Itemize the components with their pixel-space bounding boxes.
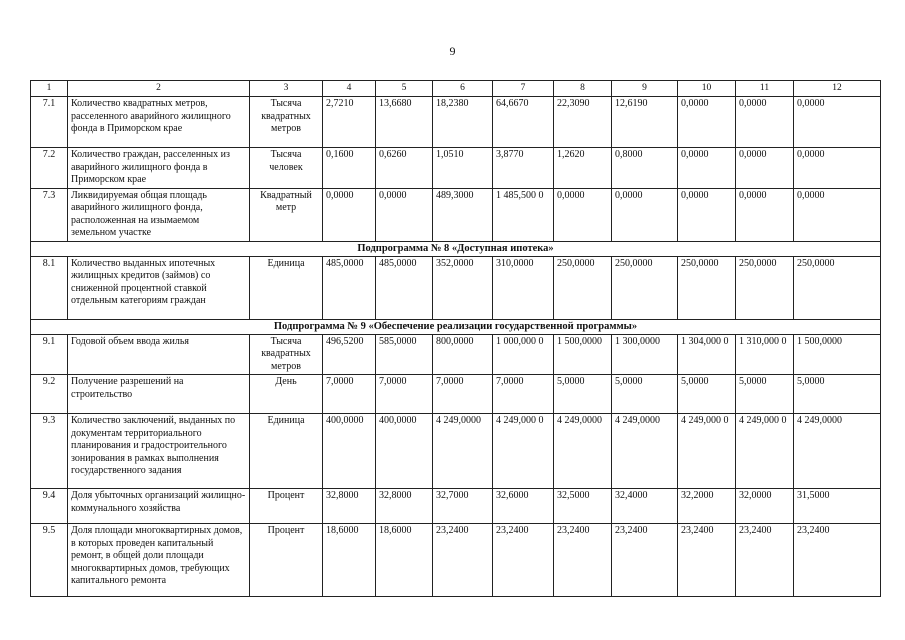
indicator-name: Ликвидируемая общая площадь аварийного жилищного фонда, расположенная на изымаемом земельном участке [68, 188, 250, 241]
value-cell: 23,2400 [433, 524, 493, 597]
indicator-name: Доля убыточных организаций жилищно-коммунального хозяйства [68, 489, 250, 524]
value-cell: 18,6000 [323, 524, 376, 597]
indicator-name: Количество выданных ипотечных жилищных кредитов (займов) со сниженной процентной ставкой отдельным категориям граждан [68, 256, 250, 319]
value-cell: 0,6260 [376, 148, 433, 189]
section-row [31, 319, 881, 334]
value-cell: 0,1600 [323, 148, 376, 189]
header-cell: 4 [323, 81, 376, 97]
indicators-table [30, 80, 881, 597]
row-number: 9.4 [31, 489, 68, 524]
value-cell: 7,0000 [323, 375, 376, 414]
table-row [31, 97, 881, 148]
value-cell: 5,0000 [736, 375, 794, 414]
value-cell: 1,2620 [554, 148, 612, 189]
unit: Тысяча квадратных метров [250, 97, 323, 148]
value-cell: 0,0000 [678, 148, 736, 189]
value-cell: 3,8770 [493, 148, 554, 189]
header-cell: 9 [612, 81, 678, 97]
value-cell: 0,0000 [736, 148, 794, 189]
unit: День [250, 375, 323, 414]
row-number: 7.3 [31, 188, 68, 241]
indicator-name: Годовой объем ввода жилья [68, 334, 250, 375]
value-cell: 1,0510 [433, 148, 493, 189]
value-cell: 1 485,500 0 [493, 188, 554, 241]
value-cell: 7,0000 [376, 375, 433, 414]
value-cell: 23,2400 [678, 524, 736, 597]
value-cell: 485,0000 [323, 256, 376, 319]
value-cell: 250,0000 [612, 256, 678, 319]
value-cell: 0,8000 [612, 148, 678, 189]
table-row [31, 256, 881, 319]
value-cell: 1 000,000 0 [493, 334, 554, 375]
value-cell: 310,0000 [493, 256, 554, 319]
section-title: Подпрограмма № 9 «Обеспечение реализации государственной программы» [31, 319, 881, 334]
table-row [31, 489, 881, 524]
value-cell: 4 249,0000 [612, 414, 678, 489]
value-cell: 13,6680 [376, 97, 433, 148]
value-cell: 496,5200 [323, 334, 376, 375]
value-cell: 400,0000 [323, 414, 376, 489]
value-cell: 32,7000 [433, 489, 493, 524]
value-cell: 1 304,000 0 [678, 334, 736, 375]
value-cell: 1 500,0000 [794, 334, 881, 375]
indicator-name: Доля площади многоквартирных домов, в которых проведен капитальный ремонт, в общей доли площади многоквартирных домов, требующих капитального ремонта [68, 524, 250, 597]
value-cell: 18,6000 [376, 524, 433, 597]
header-cell: 2 [68, 81, 250, 97]
value-cell: 4 249,000 0 [736, 414, 794, 489]
value-cell: 400,0000 [376, 414, 433, 489]
header-cell: 11 [736, 81, 794, 97]
header-cell: 6 [433, 81, 493, 97]
indicator-name: Количество квадратных метров, расселенного аварийного жилищного фонда в Приморском крае [68, 97, 250, 148]
row-number: 9.2 [31, 375, 68, 414]
header-cell: 1 [31, 81, 68, 97]
table-header-row [31, 81, 881, 97]
value-cell: 4 249,0000 [433, 414, 493, 489]
value-cell: 23,2400 [736, 524, 794, 597]
value-cell: 32,8000 [323, 489, 376, 524]
row-number: 9.3 [31, 414, 68, 489]
value-cell: 7,0000 [493, 375, 554, 414]
value-cell: 7,0000 [433, 375, 493, 414]
section-row [31, 241, 881, 256]
header-cell: 5 [376, 81, 433, 97]
row-number: 7.2 [31, 148, 68, 189]
value-cell: 0,0000 [678, 188, 736, 241]
value-cell: 32,6000 [493, 489, 554, 524]
value-cell: 0,0000 [678, 97, 736, 148]
row-number: 8.1 [31, 256, 68, 319]
indicator-name: Количество граждан, расселенных из аварийного жилищного фонда в Приморском крае [68, 148, 250, 189]
value-cell: 0,0000 [612, 188, 678, 241]
value-cell: 250,0000 [794, 256, 881, 319]
value-cell: 1 310,000 0 [736, 334, 794, 375]
value-cell: 32,0000 [736, 489, 794, 524]
unit: Процент [250, 524, 323, 597]
table-row [31, 148, 881, 189]
value-cell: 800,0000 [433, 334, 493, 375]
value-cell: 4 249,000 0 [493, 414, 554, 489]
value-cell: 4 249,0000 [554, 414, 612, 489]
value-cell: 5,0000 [612, 375, 678, 414]
value-cell: 23,2400 [612, 524, 678, 597]
value-cell: 64,6670 [493, 97, 554, 148]
table-row [31, 334, 881, 375]
row-number: 9.5 [31, 524, 68, 597]
value-cell: 250,0000 [736, 256, 794, 319]
value-cell: 23,2400 [493, 524, 554, 597]
unit: Единица [250, 414, 323, 489]
table-row [31, 375, 881, 414]
value-cell: 1 500,0000 [554, 334, 612, 375]
unit: Процент [250, 489, 323, 524]
table-row [31, 524, 881, 597]
indicator-name: Получение разрешений на строительство [68, 375, 250, 414]
value-cell: 0,0000 [323, 188, 376, 241]
value-cell: 0,0000 [736, 97, 794, 148]
value-cell: 1 300,0000 [612, 334, 678, 375]
value-cell: 5,0000 [794, 375, 881, 414]
table-row [31, 414, 881, 489]
value-cell: 0,0000 [736, 188, 794, 241]
value-cell: 585,0000 [376, 334, 433, 375]
value-cell: 32,4000 [612, 489, 678, 524]
value-cell: 0,0000 [376, 188, 433, 241]
value-cell: 352,0000 [433, 256, 493, 319]
value-cell: 2,7210 [323, 97, 376, 148]
unit: Тысяча квадратных метров [250, 334, 323, 375]
value-cell: 32,5000 [554, 489, 612, 524]
header-cell: 10 [678, 81, 736, 97]
value-cell: 4 249,0000 [794, 414, 881, 489]
header-cell: 8 [554, 81, 612, 97]
value-cell: 489,3000 [433, 188, 493, 241]
value-cell: 5,0000 [554, 375, 612, 414]
row-number: 9.1 [31, 334, 68, 375]
row-number: 7.1 [31, 97, 68, 148]
value-cell: 12,6190 [612, 97, 678, 148]
page-number: 9 [449, 44, 456, 58]
header-cell: 3 [250, 81, 323, 97]
unit: Квадратный метр [250, 188, 323, 241]
value-cell: 0,0000 [794, 188, 881, 241]
value-cell: 250,0000 [678, 256, 736, 319]
value-cell: 23,2400 [794, 524, 881, 597]
value-cell: 0,0000 [794, 97, 881, 148]
unit: Тысяча человек [250, 148, 323, 189]
header-cell: 7 [493, 81, 554, 97]
value-cell: 22,3090 [554, 97, 612, 148]
value-cell: 250,0000 [554, 256, 612, 319]
unit: Единица [250, 256, 323, 319]
value-cell: 485,0000 [376, 256, 433, 319]
header-cell: 12 [794, 81, 881, 97]
value-cell: 32,2000 [678, 489, 736, 524]
value-cell: 0,0000 [794, 148, 881, 189]
value-cell: 4 249,000 0 [678, 414, 736, 489]
value-cell: 18,2380 [433, 97, 493, 148]
value-cell: 31,5000 [794, 489, 881, 524]
value-cell: 32,8000 [376, 489, 433, 524]
indicator-name: Количество заключений, выданных по документам территориального планирования и градостроительного зонирования в рамках выполнения государственного задания [68, 414, 250, 489]
value-cell: 0,0000 [554, 188, 612, 241]
table-row [31, 188, 881, 241]
value-cell: 5,0000 [678, 375, 736, 414]
value-cell: 23,2400 [554, 524, 612, 597]
section-title: Подпрограмма № 8 «Доступная ипотека» [31, 241, 881, 256]
